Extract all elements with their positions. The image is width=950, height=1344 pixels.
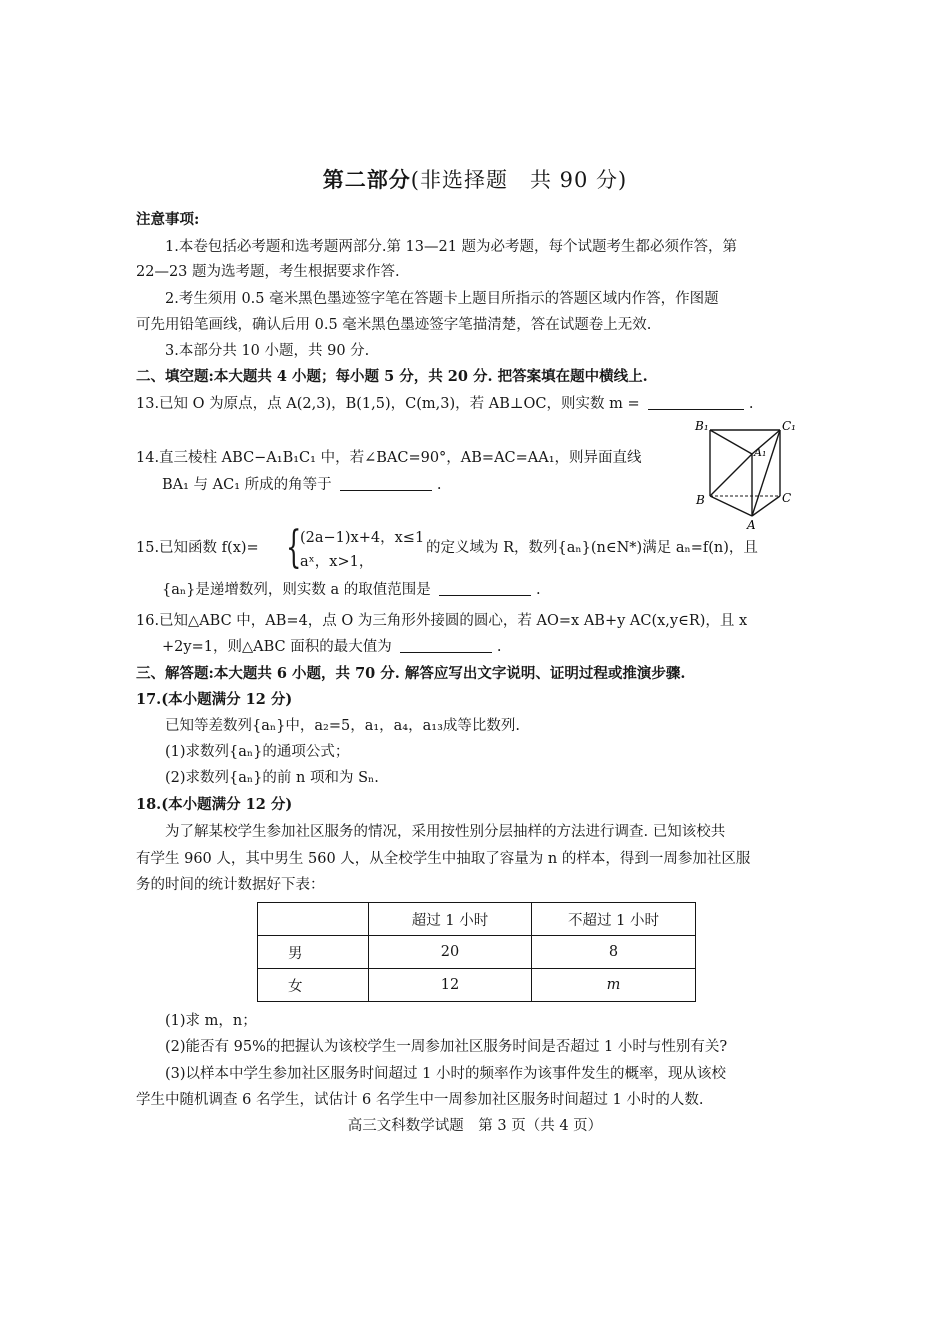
q16-answer-blank [400, 637, 492, 653]
title-rest: (非选择题 共 90 分) [410, 168, 628, 192]
notice-item2-line2: 可先用铅笔画线，确认后用 0.5 毫米黑色墨迹签字笔描清楚，答在试题卷上无效. [136, 317, 652, 333]
section3-heading: 三、解答题:本大题共 6 小题，共 70 分. 解答应写出文字说明、证明过程或推演步骤. [136, 665, 686, 682]
notice-heading: 注意事项: [136, 211, 200, 228]
q15-prefix: 15.已知函数 f(x)= [136, 540, 259, 556]
table-cell: 8 [532, 936, 696, 969]
stat-table [257, 902, 696, 1002]
label-b1: B₁ [695, 419, 709, 433]
table-header-cell [258, 903, 369, 936]
label-a: A [747, 518, 756, 532]
notice-item3: 3.本部分共 10 小题，共 90 分. [165, 343, 370, 359]
q18-body1: 为了解某校学生参加社区服务的情况，采用按性别分层抽样的方法进行调查. 已知该校共 [165, 824, 726, 840]
q17-part1: (1)求数列{aₙ}的通项公式； [165, 744, 350, 760]
title-bold: 第二部分 [322, 167, 411, 192]
edge-b1a1 [710, 430, 752, 454]
page-title [0, 164, 950, 194]
q13-answer-blank [648, 394, 744, 410]
q15-line2: {aₙ}是递增数列，则实数 a 的取值范围是 . [162, 582, 541, 598]
q17-head: 17.(本小题满分 12 分) [136, 691, 293, 708]
table-cell: 12 [369, 969, 532, 1002]
q14-line2: BA₁ 与 AC₁ 所成的角等于 . [162, 477, 442, 493]
q17-part2: (2)求数列{aₙ}的前 n 项和为 Sₙ. [165, 770, 379, 786]
page-footer: 高三文科数学试题 第 3 页（共 4 页） [347, 1118, 603, 1134]
q13-text: 13.已知 O 为原点，点 A(2,3)，B(1,5)，C(m,3)，若 AB⊥OC，则实数 m = [136, 396, 640, 412]
q15-line2-text: {aₙ}是递增数列，则实数 a 的取值范围是 [162, 582, 431, 598]
q16-line1: 16.已知△ABC 中，AB=4，点 O 为三角形外接圆的圆心，若 AO=x AB+y AC(x,y∈R)，且 x [136, 613, 748, 629]
q14-line1: 14.直三棱柱 ABC−A₁B₁C₁ 中，若∠BAC=90°，AB=AC=AA₁，则异面直线 [136, 450, 642, 466]
section2-heading: 二、填空题:本大题共 4 小题；每小题 5 分，共 20 分. 把答案填在题中横线上. [136, 368, 648, 385]
q16-line2: +2y=1，则△ABC 面积的最大值为 . [162, 639, 502, 655]
q18-part2: (2)能否有 95%的把握认为该校学生一周参加社区服务时间是否超过 1 小时与性别有关? [165, 1039, 728, 1055]
q17-body: 已知等差数列{aₙ}中，a₂=5，a₁，a₄，a₁₃成等比数列. [165, 718, 520, 734]
q18-part3-line2: 学生中随机调查 6 名学生，试估计 6 名学生中一周参加社区服务时间超过 1 小时的人数. [136, 1092, 704, 1108]
edge-ab [710, 496, 752, 516]
q15-suffix: 的定义域为 R，数列{aₙ}(n∈N*)满足 aₙ=f(n)，且 [426, 540, 758, 556]
label-b: B [696, 493, 705, 507]
q13-line: 13.已知 O 为原点，点 A(2,3)，B(1,5)，C(m,3)，若 AB⊥OC，则实数 m = . [136, 396, 754, 412]
table-header-cell: 超过 1 小时 [369, 903, 532, 936]
table-header-cell: 不超过 1 小时 [532, 903, 696, 936]
prism-figure [692, 416, 812, 532]
q14-answer-blank [340, 475, 432, 491]
table-row [258, 936, 696, 969]
segment-ba1 [710, 454, 752, 496]
table-cell: 男 [258, 936, 369, 969]
q15-answer-blank [439, 580, 531, 596]
table-cell: 女 [258, 969, 369, 1002]
q18-head: 18.(本小题满分 12 分) [136, 796, 293, 813]
q14-text: BA₁ 与 AC₁ 所成的角等于 [162, 477, 332, 493]
q16-line2-text: +2y=1，则△ABC 面积的最大值为 [162, 639, 392, 655]
label-a1: A₁ [754, 446, 767, 459]
edge-ac [752, 496, 780, 516]
notice-item1-line2: 22—23 题为选考题，考生根据要求作答. [136, 264, 400, 280]
q18-part3-line1: (3)以样本中学生参加社区服务时间超过 1 小时的频率作为该事件发生的概率，现从该校 [165, 1066, 726, 1082]
q15-brace: { [286, 522, 302, 573]
notice-item1-line1: 1.本卷包括必考题和选考题两部分.第 13—21 题为必考题，每个试题考生都必须作答，第 [165, 239, 738, 255]
q15-piecewise [286, 524, 436, 572]
q18-part1: (1)求 m，n； [165, 1013, 257, 1029]
label-c: C [782, 491, 792, 505]
table-cell: m [532, 969, 696, 1002]
q18-body3: 务的时间的统计数据好下表： [136, 877, 325, 893]
table-row [258, 969, 696, 1002]
notice-item2-line1: 2.考生须用 0.5 毫米黑色墨迹签字笔在答题卡上题目所指示的答题区域内作答，作图题 [165, 291, 719, 307]
table-cell: 20 [369, 936, 532, 969]
q15-case2: aˣ，x>1， [300, 554, 374, 570]
label-c1: C₁ [782, 419, 796, 433]
q18-body2: 有学生 960 人，其中男生 560 人，从全校学生中抽取了容量为 n 的样本，得到一周参加社区服 [136, 851, 751, 867]
q15-case1: (2a−1)x+4，x≤1 [300, 530, 425, 546]
table-header-row [258, 903, 696, 936]
